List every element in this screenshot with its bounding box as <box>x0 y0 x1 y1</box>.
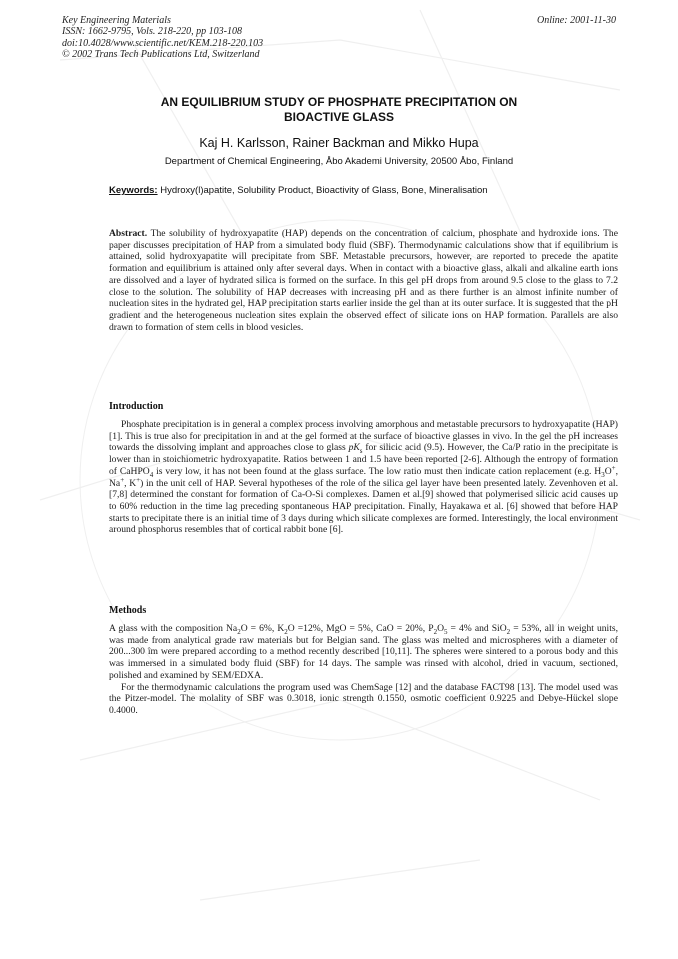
keywords-text: Hydroxy(l)apatite, Solubility Product, Bioactivity of Glass, Bone, Mineralisation <box>160 185 488 196</box>
p2o5-sub-o: 5 <box>444 627 448 636</box>
intro-text-4: ) in the unit cell of HAP. Several hypotheses of the role of the silica gel layer have been presented lately. Zevenhoven et al. [7,8] determined the constant for formation of Ca-O-Si complexes. Damen et al.[9] showed that polymerised silicic acid causes up to 60% reduction in the time lag preceding spontaneous HAP precipitation. Finally, Hayakawa et al. [6] showed that before HAP starts to precipitate there is an initial time of 3 days during which silicate complexes are formed. Interestingly, the local environment around phosphorus resembles that of cortical rabbit bone [6]. <box>109 477 619 536</box>
keywords-line <box>109 185 619 196</box>
journal-copyright: © 2002 Trans Tech Publications Ltd, Switzerland <box>62 49 260 61</box>
pk-k: K <box>353 442 360 454</box>
journal-issn: ISSN: 1662-9795, Vols. 218-220, pp 103-108 <box>62 26 242 38</box>
online-date: Online: 2001-11-30 <box>537 15 616 26</box>
methods-heading: Methods <box>109 605 147 616</box>
methods-body <box>109 623 618 717</box>
h3o-sub: 3 <box>601 470 605 479</box>
k-ion: , K <box>124 477 137 489</box>
na-charge: + <box>120 475 125 484</box>
methods-text-1: A glass with the composition Na <box>109 623 238 634</box>
paper-affiliation: Department of Chemical Engineering, Åbo Akademi University, 20500 Åbo, Finland <box>164 156 514 167</box>
paper-title <box>100 95 578 125</box>
pk-p: p <box>348 442 354 454</box>
introduction-heading: Introduction <box>109 401 164 412</box>
intro-text-1: Phosphate precipitation is in general a complex process involving amorphous and metastable precursors to hydroxyapatite (HAP) [1]. This is true also for precipitation in and at the gel formed at the surface of bioactive glasses in vivo. In the gel the pH increases towards the dissolving implant and approaches close to glass <box>109 419 618 454</box>
paper-title-line1: AN EQUILIBRIUM STUDY OF PHOSPHATE PRECIPITATION ON <box>160 95 518 109</box>
na2o-sub: 2 <box>237 627 241 636</box>
journal-name: Key Engineering Materials <box>62 15 171 26</box>
h3o-charge: + <box>611 463 616 472</box>
introduction-body <box>109 419 618 536</box>
abstract-text: The solubility of hydroxyapatite (HAP) depends on the concentration of calcium, phosphate and hydroxide ions. The paper discusses precipitation of HAP from a simulated body fluid (SBF). Thermodynamic calculations show that if equilibrium is attained, solid hydroxyapatite will precipitate from SBF. Metastable precursors, however, are reported to precede the apatite formation and equilibrium is attained only after several days. When in contact with a bioactive glass, alkali and alkaline earth ions are dissolved and a layer of hydrated silica is formed on the surface. In this gel pH drops from around 9.5 close to the glass to 7.2 close to the solution. The solubility of HAP decreases with increasing pH and as there further is an almost infinite number of nucleation sites in the hydrated gel, HAP precipitation starts earlier inside the gel than at its outer surface. It is suggested that the pH gradient and the heterogeneous nucleation sites explain the observed effect of silicate ions on HAP formation. Parallels are also drawn to formation of stem cells in blood vesicles. <box>109 228 618 333</box>
methods-paragraph-2: For the thermodynamic calculations the program used was ChemSage [12] and the database FACT98 [13]. The model used was the Pitzer-model. The molality of SBF was 0.3018, ionic strength 0.1550, osmotic coefficient 0.9225 and Debye-Hückel slope 0.4000. <box>109 681 618 716</box>
journal-citation <box>62 15 263 61</box>
abstract-block <box>109 228 618 333</box>
intro-text-3: is very low, it has not been found at the glass surface. The low ratio must then indicate cation replacement (e.g. H <box>153 465 602 477</box>
k2o-sub: 2 <box>284 627 288 636</box>
paper-title-line2: BIOACTIVE GLASS <box>283 110 394 124</box>
na-ion: , Na <box>109 465 618 489</box>
sio2-sub: 2 <box>506 627 511 636</box>
methods-text-4: O <box>437 623 445 634</box>
methods-text-2: O = 6%, K <box>240 623 285 634</box>
h3o-o: O <box>604 465 612 477</box>
p2o5-sub-p: 2 <box>433 627 438 636</box>
methods-text-3: O =12%, MgO = 5%, CaO = 20%, P <box>287 623 434 634</box>
intro-text-2: for silicic acid (9.5). However, the Ca/P ratio in the precipitate is lower than in stoichiometric hydroxyapatite. Ratios between 1 and 1.5 have been reported [2-6]. Although the entropy of formation of CaHPO <box>109 442 618 477</box>
k-charge: + <box>136 475 141 484</box>
methods-text-5: = 4% and SiO <box>447 623 507 634</box>
cahpo-sub: 4 <box>149 470 154 479</box>
journal-doi: doi:10.4028/www.scientific.net/KEM.218-220.103 <box>62 37 264 49</box>
keywords-label: Keywords: <box>109 185 158 196</box>
abstract-label: Abstract. <box>109 228 148 239</box>
methods-text-6: = 53%, all in weight units, was made from analytical grade raw materials but for Belgian sand. The glass was melted and microspheres with a diameter of 200...300 îm were prepared according to a method recently described [10,11]. The spheres were sintered to a porous body and this was immersed in a simulated body fluid (SBF) for 14 days. The sample was rinsed with alcohol, dried in vacuum, sectioned, polished and examined by SEM/EDXA. <box>109 623 619 681</box>
paper-authors: Kaj H. Karlsson, Rainer Backman and Mikko Hupa <box>199 136 479 150</box>
pk-sub: s <box>359 447 363 456</box>
